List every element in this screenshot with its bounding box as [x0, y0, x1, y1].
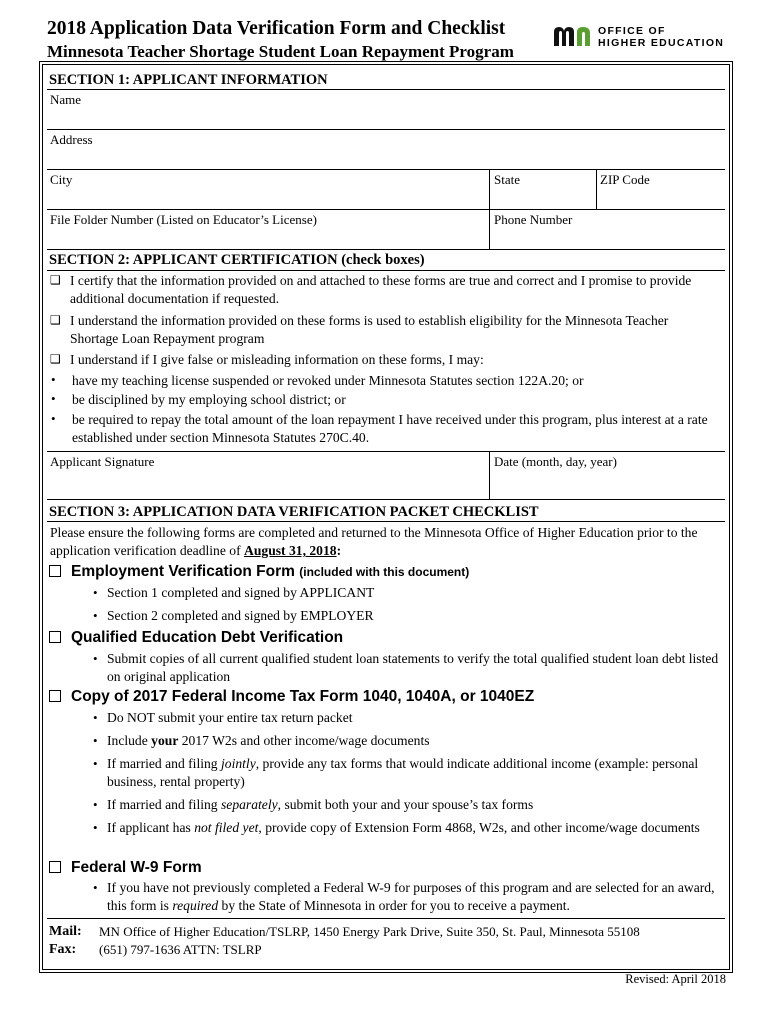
checkbox-icon[interactable] [49, 565, 61, 577]
employment-verification-item[interactable]: Employment Verification Form (included with this document) [49, 563, 469, 581]
logo-text: OFFICE OF HIGHER EDUCATION [598, 25, 725, 49]
checkbox-icon[interactable] [49, 631, 61, 643]
bullet-icon: • [93, 756, 98, 771]
debt-verification-item[interactable]: Qualified Education Debt Verification [49, 629, 343, 647]
state-label: State [494, 172, 520, 187]
section1-heading: SECTION 1: APPLICANT INFORMATION [49, 72, 328, 88]
phone-field[interactable] [490, 210, 724, 248]
debt-bullet-1: Submit copies of all current qualified student loan statements to verify the total qualified student loan debt listed on original application [107, 651, 719, 684]
name-label: Name [50, 92, 82, 107]
bullet-icon: • [93, 797, 98, 812]
checkbox-icon[interactable] [49, 861, 61, 873]
tax-bullet-5: If applicant has not filed yet, provide copy of Extension Form 4868, W2s, and other income/wage documents [107, 820, 700, 835]
city-label: City [50, 172, 73, 187]
mail-label: Mail: [49, 924, 82, 939]
name-field[interactable] [48, 90, 724, 128]
false-info-text: I understand if I give false or misleading information on these forms, I may: [70, 352, 484, 367]
bullet-icon: • [93, 585, 98, 600]
mail-address: MN Office of Higher Education/TSLRP, 1450 Energy Park Drive, Suite 350, St. Paul, Minnesota 55108 [99, 924, 640, 939]
folder-number-label: File Folder Number (Listed on Educator’s License) [50, 212, 317, 227]
divider [47, 918, 725, 919]
consequence-license: have my teaching license suspended or revoked under Minnesota Statutes section 122A.20; or [72, 373, 584, 388]
understand-text: I understand the information provided on these forms is used to establish eligibility for the Minnesota Teacher Shortage Loan Repayment program [70, 313, 669, 346]
bullet-icon: • [93, 710, 98, 725]
bullet-icon: • [93, 651, 98, 666]
deadline-date: August 31, 2018 [244, 543, 337, 558]
checkbox-icon[interactable] [49, 690, 61, 702]
divider [47, 499, 725, 500]
folder-number-field[interactable] [48, 210, 488, 248]
application-form [42, 64, 730, 970]
bullet-icon: • [93, 820, 98, 835]
zip-field[interactable] [597, 170, 724, 208]
bullet-icon: • [93, 880, 98, 895]
consequence-repay: be required to repay the total amount of the loan repayment I have received under this program, plus interest at a rate established under section Minnesota Statutes 270C.40. [72, 412, 708, 445]
tax-form-item[interactable]: Copy of 2017 Federal Income Tax Form 1040, 1040A, or 1040EZ [49, 688, 534, 706]
revision-date: Revised: April 2018 [625, 972, 726, 986]
fax-label: Fax: [49, 942, 77, 957]
signature-field[interactable] [48, 452, 488, 498]
w9-bullet-1: If you have not previously completed a Federal W-9 for purposes of this program and are selected for an award, this form is required by the State of Minnesota in order for you to receive a payment. [107, 880, 715, 913]
false-info-checkbox[interactable]: ❑ [50, 352, 61, 366]
bullet-icon: • [51, 411, 56, 426]
tax-bullet-1: Do NOT submit your entire tax return packet [107, 710, 353, 725]
section3-heading: SECTION 3: APPLICATION DATA VERIFICATION PACKET CHECKLIST [49, 504, 539, 520]
certify-text: I certify that the information provided on and attached to these forms are true and correct and I promise to provide additional documentation if requested. [70, 273, 692, 306]
address-field[interactable] [48, 130, 724, 168]
signature-label: Applicant Signature [50, 454, 155, 469]
tax-bullet-4: If married and filing separately, submit both your and your spouse’s tax forms [107, 797, 534, 812]
section2-heading: SECTION 2: APPLICANT CERTIFICATION (check boxes) [49, 252, 425, 268]
employment-bullet-1: Section 1 completed and signed by APPLICANT [107, 585, 375, 600]
divider [47, 521, 725, 522]
tax-bullet-2: Include your 2017 W2s and other income/wage documents [107, 733, 430, 748]
divider [47, 270, 725, 271]
phone-label: Phone Number [494, 212, 573, 227]
date-label: Date (month, day, year) [494, 454, 617, 469]
bullet-icon: • [51, 372, 56, 387]
w9-form-item[interactable]: Federal W-9 Form [49, 859, 202, 877]
consequence-discipline: be disciplined by my employing school district; or [72, 392, 346, 407]
section3-intro: Please ensure the following forms are completed and returned to the Minnesota Office of Higher Education prior to the application verification deadline of August 31, 2018: [50, 525, 698, 558]
date-field[interactable] [490, 452, 724, 498]
divider [47, 249, 725, 250]
page-subtitle: Minnesota Teacher Shortage Student Loan Repayment Program [47, 42, 514, 61]
bullet-icon: • [93, 608, 98, 623]
tax-bullet-3: If married and filing jointly, provide any tax forms that would indicate additional income (example: personal business, rental property) [107, 756, 699, 789]
bullet-icon: • [93, 733, 98, 748]
mn-logo-icon [552, 24, 594, 48]
city-field[interactable] [48, 170, 488, 208]
employment-bullet-2: Section 2 completed and signed by EMPLOYER [107, 608, 374, 623]
certify-checkbox[interactable]: ❑ [50, 273, 61, 287]
page-title: 2018 Application Data Verification Form and Checklist [47, 18, 506, 39]
understand-checkbox[interactable]: ❑ [50, 313, 61, 327]
address-label: Address [50, 132, 93, 147]
fax-number: (651) 797-1636 ATTN: TSLRP [99, 942, 262, 957]
bullet-icon: • [51, 391, 56, 406]
zip-label: ZIP Code [600, 172, 650, 187]
state-field[interactable] [490, 170, 595, 208]
